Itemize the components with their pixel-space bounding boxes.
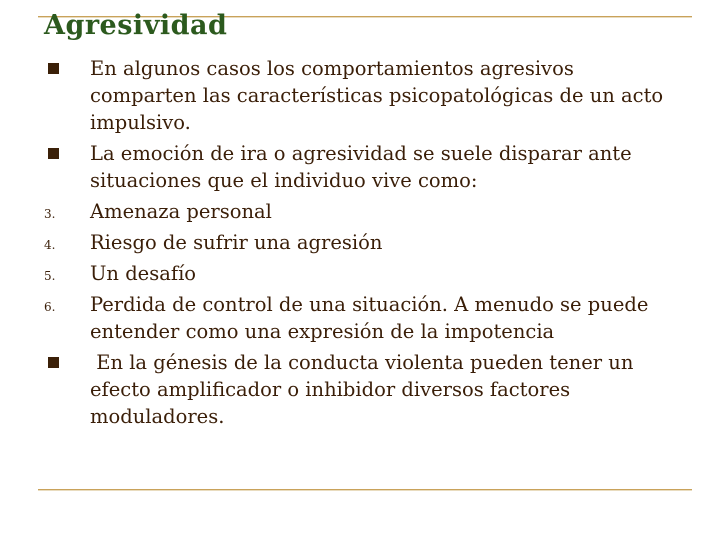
list-item-text: Amenaza personal <box>90 200 272 223</box>
list-item-text: La emoción de ira o agresividad se suele disparar ante situaciones que el individuo vive como: <box>90 142 632 192</box>
bottom-divider <box>38 489 692 491</box>
list-item <box>44 140 684 194</box>
list-item <box>44 198 684 225</box>
list-item <box>44 349 684 430</box>
square-bullet-icon <box>48 63 59 74</box>
list-marker <box>44 198 74 225</box>
list-item <box>44 291 684 345</box>
list-item-text: En algunos casos los comportamientos agresivos comparten las características psicopatológicas de un acto impulsivo. <box>90 57 664 134</box>
list-marker <box>44 291 74 318</box>
list-item-text: Perdida de control de una situación. A menudo se puede entender como una expresión de la impotencia <box>90 293 649 343</box>
list-marker <box>44 55 74 82</box>
list-marker <box>44 260 74 287</box>
list-item-text: Un desafío <box>90 262 197 285</box>
list-item <box>44 55 684 136</box>
content-list <box>44 55 684 434</box>
list-item-text: Riesgo de sufrir una agresión <box>90 231 383 254</box>
square-bullet-icon <box>48 357 59 368</box>
list-number: 3. <box>44 207 56 221</box>
square-bullet-icon <box>48 148 59 159</box>
list-item <box>44 229 684 256</box>
list-number: 4. <box>44 238 56 252</box>
slide-title: Agresividad <box>44 10 228 41</box>
list-item-text: En la génesis de la conducta violenta pueden tener un efecto amplificador o inhibidor diversos factores moduladores. <box>90 351 640 428</box>
list-item <box>44 260 684 287</box>
list-marker <box>44 140 74 167</box>
list-number: 6. <box>44 300 56 314</box>
list-marker <box>44 229 74 256</box>
list-number: 5. <box>44 269 56 283</box>
list-marker <box>44 349 74 376</box>
